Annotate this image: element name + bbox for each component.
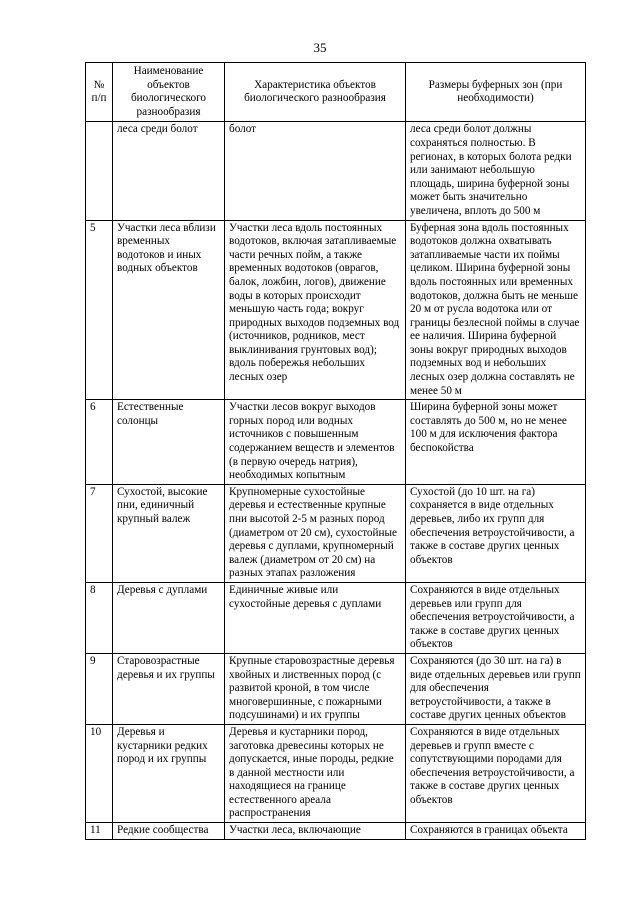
row-name: Старовозрастные деревья и их группы [113, 653, 225, 724]
row-characteristic: Участки леса вдоль постоянных водотоков, включая затапливаемые части речных пойм, а также временных водотоков (оврагов, балок, ложбин, логов), движение воды в которых происходит меньшую часть года; вокруг природных выходов подземных вод (источников, родников, мест выклинивания грунтовых вод); вдоль побережья небольших лесных озер [225, 220, 406, 400]
table-row [86, 823, 586, 840]
page-number: 35 [313, 40, 327, 55]
row-name: Сухостой, высокие пни, единичный крупный валеж [113, 484, 225, 582]
row-num: 8 [86, 582, 113, 653]
header-characteristic: Характеристика объектов биологического разнообразия [225, 63, 406, 122]
row-characteristic: Участки леса, включающие [225, 823, 406, 840]
row-name: леса среди болот [113, 122, 225, 220]
row-characteristic: Участки лесов вокруг выходов горных пород или водных источников с повышенным содержанием веществ и элементов (в первую очередь натрия), необходимых копытным [225, 400, 406, 485]
row-characteristic: Деревья и кустарники пород, заготовка древесины которых не допускается, иные породы, редкие в данной местности или находящиеся на границе естественного ареала распространения [225, 724, 406, 822]
row-num: 7 [86, 484, 113, 582]
table-header-row [86, 63, 586, 122]
row-num [86, 122, 113, 220]
row-characteristic: Крупные старовозрастные деревья хвойных и лиственных пород (с развитой кроной, в том числе многовершинные, с пожарными подсушинами) и их группы [225, 653, 406, 724]
row-num: 10 [86, 724, 113, 822]
row-name: Редкие сообщества [113, 823, 225, 840]
row-characteristic: Единичные живые или сухостойные деревья с дуплами [225, 582, 406, 653]
row-name: Деревья с дуплами [113, 582, 225, 653]
table-row [86, 400, 586, 485]
row-buffer: Сохраняются (до 30 шт. на га) в виде отдельных деревьев или групп для обеспечения ветроустойчивости, а также в составе других ценных объектов [406, 653, 586, 724]
table-row [86, 122, 586, 220]
row-name: Деревья и кустарники редких пород и их группы [113, 724, 225, 822]
row-buffer: Сохраняются в виде отдельных деревьев и групп вместе с сопутствующими породами для обеспечения ветроустойчивости, а также в составе других ценных объектов [406, 724, 586, 822]
row-num: 9 [86, 653, 113, 724]
row-name: Участки леса вблизи временных водотоков и иных водных объектов [113, 220, 225, 400]
table-row [86, 724, 586, 822]
row-characteristic: болот [225, 122, 406, 220]
row-buffer: Буферная зона вдоль постоянных водотоков должна охватывать затапливаемые части их поймы целиком. Ширина буферной зоны вдоль постоянных или временных водотоков, должна быть не меньше 20 м от русла водотока или от границы безлесной поймы в случае ее наличия. Ширина буферной зоны вокруг природных выходов подземных вод и небольших лесных озер должна составлять не менее 50 м [406, 220, 586, 400]
row-num: 5 [86, 220, 113, 400]
row-buffer: Сохраняются в границах объекта [406, 823, 586, 840]
row-characteristic: Крупномерные сухостойные деревья и естественные крупные пни высотой 2-5 м разных пород (диаметром от 20 см), сухостойные деревья с дуплами, крупномерный валеж (диаметром от 20 см) на разных этапах разложения [225, 484, 406, 582]
header-name: Наименование объектов биологического разнообразия [113, 63, 225, 122]
header-buffer: Размеры буферных зон (при необходимости) [406, 63, 586, 122]
row-num: 6 [86, 400, 113, 485]
row-buffer: Сухостой (до 10 шт. на га) сохраняется в виде отдельных деревьев, либо их групп для обеспечения ветроустойчивости, а также в составе других ценных объектов [406, 484, 586, 582]
row-name: Естественные солонцы [113, 400, 225, 485]
row-buffer: Сохраняются в виде отдельных деревьев или групп для обеспечения ветроустойчивости, а также в составе других ценных объектов [406, 582, 586, 653]
row-buffer: леса среди болот должны сохраняться полностью. В регионах, в которых болота редки или занимают небольшую площадь, ширина буферной зоны может быть значительно увеличена, вплоть до 500 м [406, 122, 586, 220]
header-num: № п/п [86, 63, 113, 122]
table-row [86, 484, 586, 582]
row-buffer: Ширина буферной зоны может составлять до 500 м, но не менее 100 м для исключения фактора беспокойства [406, 400, 586, 485]
biodiversity-table [85, 62, 586, 840]
table-row [86, 582, 586, 653]
row-num: 11 [86, 823, 113, 840]
table-row [86, 220, 586, 400]
table-row [86, 653, 586, 724]
